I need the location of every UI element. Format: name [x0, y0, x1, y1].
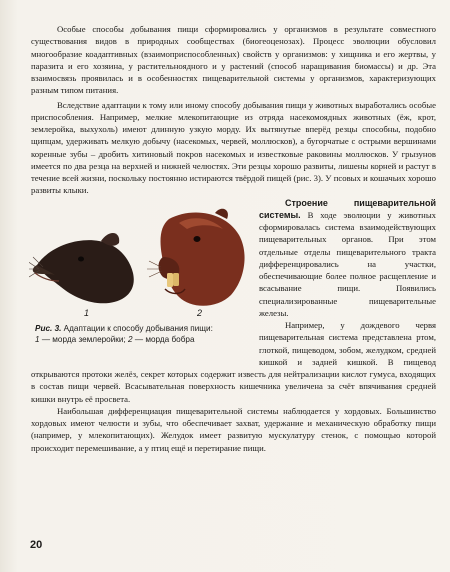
caption-text: Адаптации к способу добывания пищи:	[61, 323, 213, 333]
paragraph-2-intro	[31, 99, 436, 197]
figure-caption	[35, 323, 245, 345]
section-heading: Строение пищеварительной системы.	[259, 197, 436, 220]
figure-label-1: 1	[84, 307, 90, 318]
paragraph-1: Особые способы добывания пищи сформировались у организмов в результате совместного существования видов в природных сообществах (биогеоценозах). Процесс эволюции обусловил многообразие коадаптивных (взаимоприспособленных) свойств у организмов: у хищника и его жертвы, у паразита и его хозяина, у растительноядного и у растений (способ наращивания биомассы) и др. Эта взаимосвязь проявилась и в особенностях пищеварительной системы у организмов, характеризующих разным типом питания.	[31, 24, 436, 96]
caption-item-2: — морда бобра	[132, 334, 195, 344]
caption-num-2: 2	[128, 334, 133, 344]
paragraph-2: Вследствие адаптации к тому или иному способу добывания пищи у животных выработались особые приспособления. Например, мелкие млекопитающие из отряда насекомоядных животных (ёж, крот, землеройка, выхухоль) имеют длинную узкую морду. Их вытянутые вперёд резцы способны, подобно щипцам, удерживать мелкую добычу (насекомых, червей, моллюсков), а бугорчатые с острыми вершинами коренные зубы – дробить хитиновый покров насекомых и известковые раковины моллюсков. У грызунов имеется по два резца на верхней и нижней челюстях. Эти резцы хорошо развиты, лишены корней и растут в течение всей жизни, поскольку постоянно истираются твёрдой пищей (рис. 3). У псовых и кошачьих хорошо развиты клыки.	[31, 99, 436, 196]
caption-item-1: — морда землеройки;	[39, 334, 129, 344]
shrew-snout-illustration	[29, 232, 134, 302]
paragraph-5: Наибольшая дифференциация пищеварительной системы наблюдается у хордовых. Большинство хордовых имеют челюсти и зубы, что обеспечивает захват, удержание и механическую обработку пищи (например, у млекопитающих). Желудок имеет развитую мускулатуру стенок, с помощью которой происходит перемешивание, а у птиц ещё и перетирание пищи.	[31, 405, 436, 453]
paragraph-3-text: В ходе эволюции у животных сформировалась система взаимодействующих пищеварительных органов. При этом отдельные отделы пищеварительного тракта дифференцировались на участки, обеспечивающие более полное расщепление и всасывание пищи. Появились специализированные пищеварительные железы.	[259, 209, 436, 318]
page-number: 20	[30, 539, 43, 551]
caption-num-1: 1	[35, 334, 40, 344]
figure-label-2: 2	[197, 307, 203, 318]
beaver-head-illustration	[147, 208, 245, 305]
caption-ref: Рис. 3.	[35, 323, 62, 333]
figure-illustration	[29, 199, 249, 319]
figure-wrap	[31, 197, 436, 344]
body-text	[31, 23, 436, 454]
figure-3	[29, 199, 249, 367]
paragraph-4: Например, у дождевого червя пищеварительная система представлена ртом, глоткой, пищеводом, зобом, желудком, средней кишкой и задней кишкой. В пищевод открываются протоки желёз, секрет которых содержит известь для нейтрализации кислот гумуса, входящих в состав пищи червей. Всасывательная поверхность кишечника увеличена за счёт впячивания средней кишки внутрь её просвета.	[31, 320, 436, 404]
